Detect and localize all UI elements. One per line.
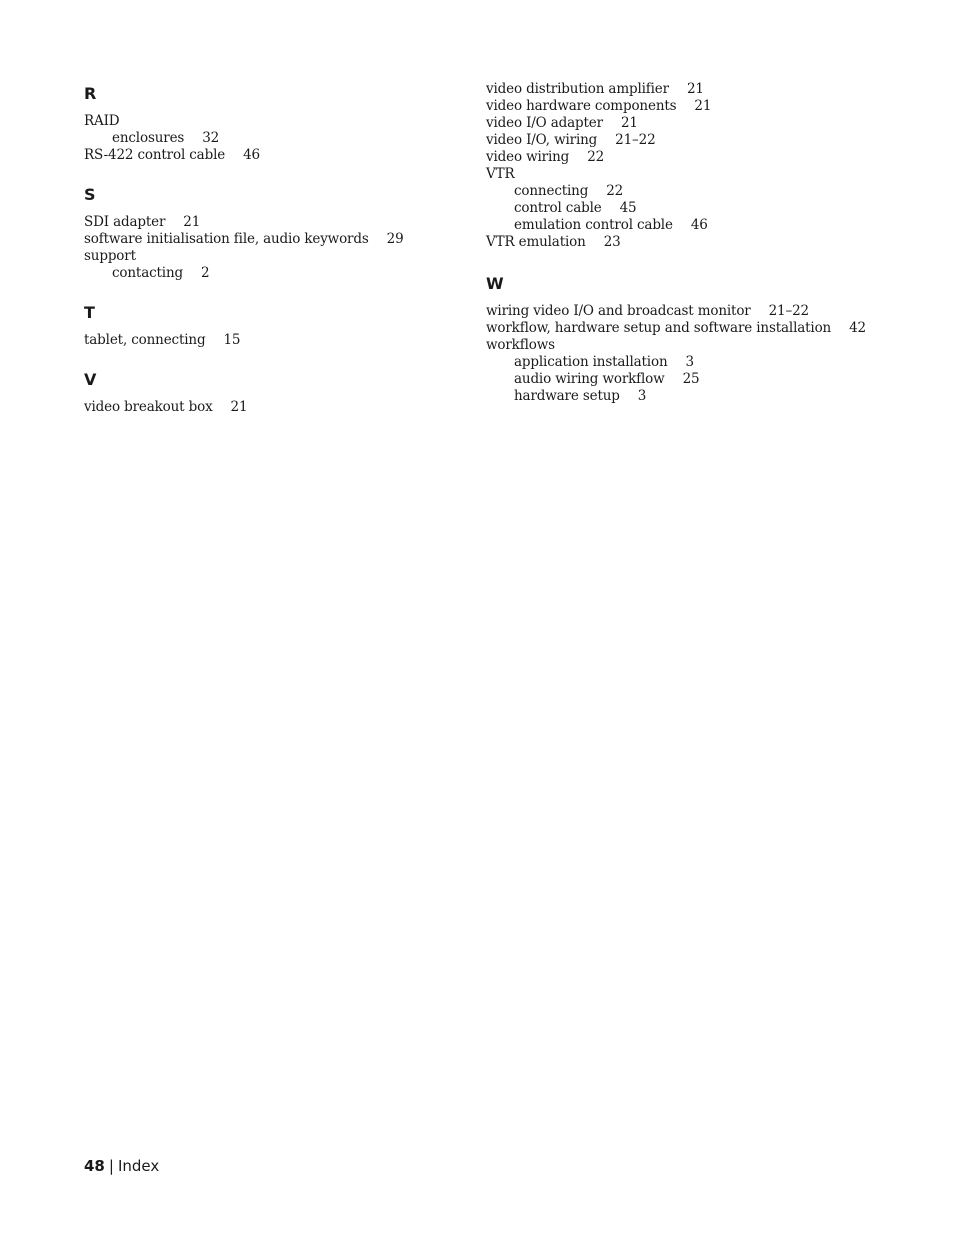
index-subentry bbox=[486, 354, 886, 371]
index-term: workflow, hardware setup and software installation bbox=[486, 320, 832, 336]
index-term: SDI adapter bbox=[84, 214, 166, 230]
index-section-t bbox=[84, 303, 444, 349]
index-term: video hardware components bbox=[486, 98, 677, 114]
index-term: RAID bbox=[84, 113, 120, 129]
index-term: emulation control cable bbox=[514, 217, 673, 233]
index-entry bbox=[84, 399, 444, 416]
index-term: video distribution amplifier bbox=[486, 81, 669, 97]
index-term: VTR emulation bbox=[486, 234, 586, 250]
index-pages: 22 bbox=[606, 183, 624, 199]
section-letter: R bbox=[84, 84, 97, 103]
index-subentry bbox=[486, 371, 886, 388]
index-left-column bbox=[84, 81, 444, 416]
index-right-column bbox=[486, 81, 886, 405]
index-pages: 23 bbox=[603, 234, 621, 250]
index-term: wiring video I/O and broadcast monitor bbox=[486, 303, 751, 319]
index-entry bbox=[486, 234, 886, 251]
index-term: video wiring bbox=[486, 149, 570, 165]
index-term: RS-422 control cable bbox=[84, 147, 226, 163]
index-entry bbox=[486, 166, 886, 183]
index-pages: 21 bbox=[230, 399, 248, 415]
index-term: video breakout box bbox=[84, 399, 213, 415]
section-letter: S bbox=[84, 185, 96, 204]
index-term: connecting bbox=[514, 183, 589, 199]
index-entry bbox=[486, 320, 886, 337]
page-footer bbox=[84, 1156, 159, 1176]
index-pages: 21 bbox=[620, 115, 638, 131]
footer-separator: | bbox=[108, 1157, 114, 1175]
index-pages: 21 bbox=[183, 214, 201, 230]
index-pages: 3 bbox=[685, 354, 694, 370]
index-term: video I/O adapter bbox=[486, 115, 603, 131]
index-pages: 46 bbox=[690, 217, 708, 233]
index-entry bbox=[486, 149, 886, 166]
index-pages: 21 bbox=[694, 98, 712, 114]
index-pages: 42 bbox=[849, 320, 866, 336]
index-pages: 46 bbox=[243, 147, 260, 163]
index-term: enclosures bbox=[112, 130, 185, 146]
index-entry bbox=[84, 113, 444, 130]
index-subentry bbox=[84, 265, 444, 282]
index-entry bbox=[486, 81, 886, 98]
index-section-s bbox=[84, 185, 444, 282]
index-pages: 25 bbox=[682, 371, 700, 387]
index-subentry bbox=[486, 183, 886, 200]
index-section-w bbox=[486, 274, 886, 405]
index-subentry bbox=[486, 200, 886, 217]
index-entry bbox=[84, 248, 444, 265]
index-section-v bbox=[84, 370, 444, 416]
section-letter: V bbox=[84, 370, 97, 389]
section-letter: W bbox=[486, 274, 504, 293]
index-term: VTR bbox=[486, 166, 515, 182]
index-term: workflows bbox=[486, 337, 555, 353]
index-section-v-continued bbox=[486, 81, 886, 251]
index-pages: 2 bbox=[201, 265, 210, 281]
index-entry bbox=[84, 332, 444, 349]
index-entry bbox=[486, 115, 886, 132]
index-term: control cable bbox=[514, 200, 602, 216]
index-entry bbox=[486, 98, 886, 115]
index-subentry bbox=[486, 217, 886, 234]
index-term: software initialisation file, audio keywords bbox=[84, 231, 369, 247]
page-number: 48 bbox=[84, 1157, 105, 1175]
index-section-r bbox=[84, 84, 444, 164]
index-pages: 15 bbox=[223, 332, 241, 348]
index-pages: 21 bbox=[686, 81, 704, 97]
footer-section-title: Index bbox=[117, 1157, 160, 1175]
index-pages: 21–22 bbox=[615, 132, 656, 148]
index-pages: 21–22 bbox=[768, 303, 809, 319]
index-term: tablet, connecting bbox=[84, 332, 206, 348]
index-entry bbox=[84, 214, 444, 231]
index-entry bbox=[486, 337, 886, 354]
index-term: hardware setup bbox=[514, 388, 620, 404]
index-pages: 29 bbox=[386, 231, 404, 247]
index-pages: 22 bbox=[587, 149, 605, 165]
index-term: contacting bbox=[112, 265, 183, 281]
index-pages: 3 bbox=[637, 388, 647, 404]
index-term: support bbox=[84, 248, 136, 264]
index-term: video I/O, wiring bbox=[486, 132, 598, 148]
index-pages: 32 bbox=[202, 130, 220, 146]
index-entry bbox=[486, 132, 886, 149]
index-entry bbox=[84, 231, 444, 248]
index-term: application installation bbox=[514, 354, 668, 370]
section-letter: T bbox=[84, 303, 95, 322]
index-subentry bbox=[486, 388, 886, 405]
index-entry bbox=[84, 147, 444, 164]
index-pages: 45 bbox=[619, 200, 637, 216]
index-term: audio wiring workflow bbox=[514, 371, 665, 387]
index-entry bbox=[486, 303, 886, 320]
index-subentry bbox=[84, 130, 444, 147]
